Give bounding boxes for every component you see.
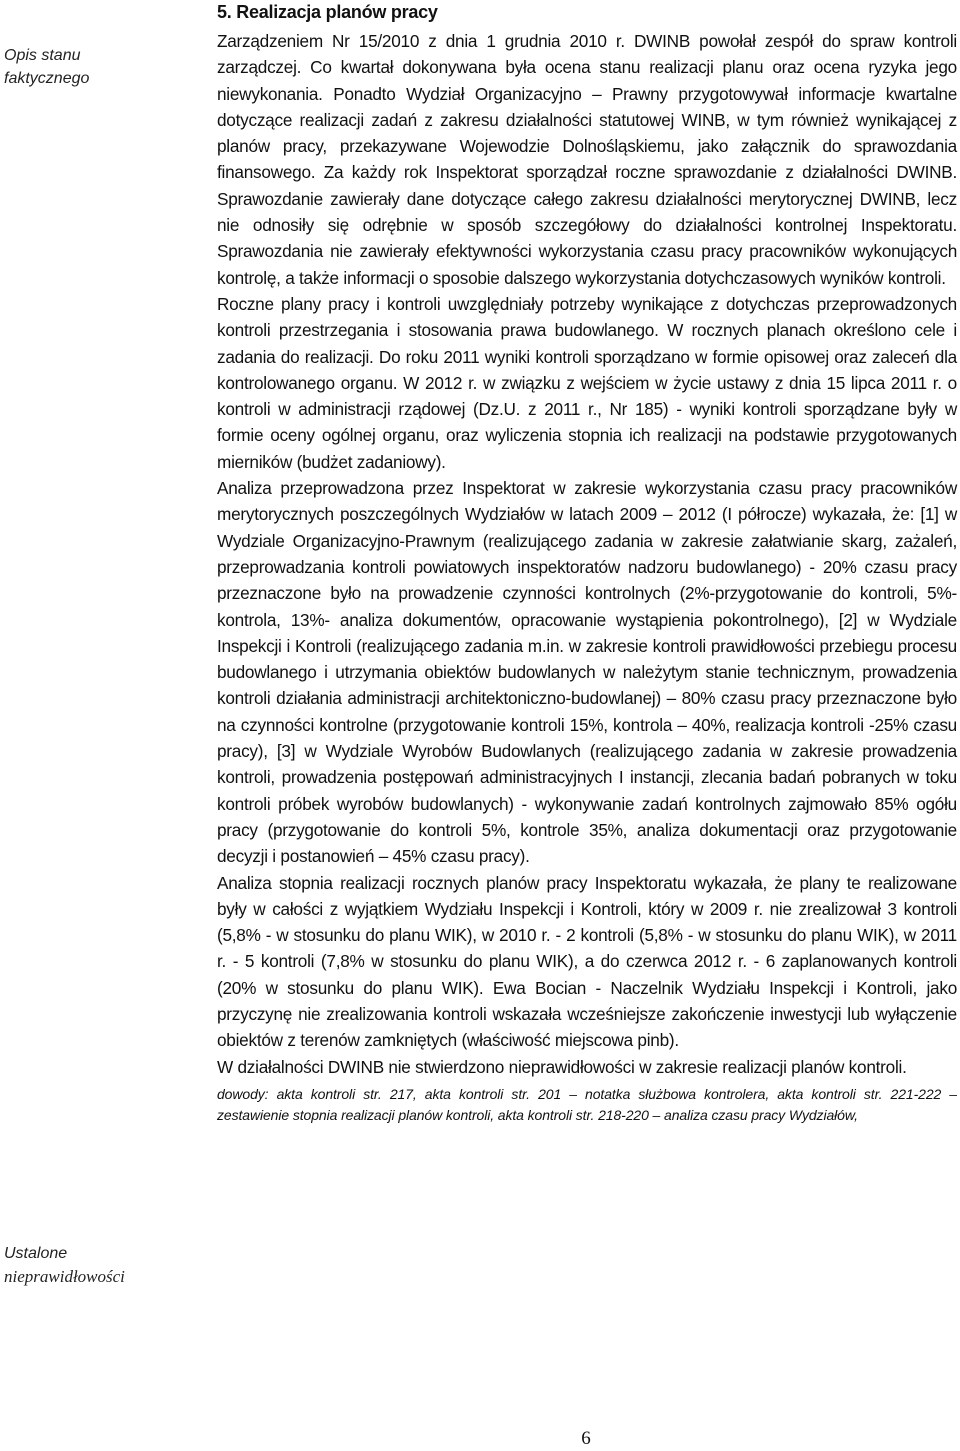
sidebar-label-facts: Opis stanu faktycznego bbox=[4, 47, 90, 87]
section-heading: 5. Realizacja planów pracy bbox=[217, 2, 438, 22]
main-text-column bbox=[217, 0, 957, 1126]
paragraph-findings: W działalności DWINB nie stwierdzono nieprawidłowości w zakresie realizacji planów kontroli. bbox=[217, 1056, 907, 1077]
page-number: 6 bbox=[581, 1428, 591, 1449]
paragraph-annual-plans: Roczne plany pracy i kontroli uwzględniały potrzeby wynikające z dotychczas przeprowadzonych kontroli przestrzegania i stosowania prawa budowlanego. W rocznych planach określono cele i zadania do realizacji. Do roku 2011 wyniki kontroli sporządzano w formie opisowej oraz zaleceń dla kontrolowanego organu. W 2012 r. w związku z wejściem w życie ustawy z dnia 15 lipca 2011 r. o kontroli w administracji rządowej (Dz.U. z 2011 r., Nr 185) - wyniki kontroli sporządzane były w formie oceny ogólnej organu, oraz wyliczenia stopnia ich realizacji na podstawie przygotowanych mierników (budżet zadaniowy). bbox=[217, 293, 957, 472]
sidebar-label-irregularities-line1: Ustalone bbox=[4, 1245, 68, 1262]
paragraph-control-team: Zarządzeniem Nr 15/2010 z dnia 1 grudnia 2010 r. DWINB powołał zespół do spraw kontroli zarządczej. Co kwartał dokonywana była ocena stanu realizacji planu oraz ocena ryzyka jego niewykonania. Ponadto Wydział Organizacyjno – Prawny przygotowywał informacje kwartalne dotyczące realizacji zadań z zakresu działalności statutowej WINB, w tym również wynikającej z planów pracy, przekazywane Wojewodzie Dolnośląskiemu, jako załącznik do sprawozdania finansowego. Za każdy rok Inspektorat sporządzał roczne sprawozdanie z działalności DWINB. Sprawozdanie zawierały dane dotyczące całego zakresu działalności merytorycznej DWINB, lecz nie odnosiły się odrębnie w sposób szczegółowy do działalności kontrolnej Inspektoratu. Sprawozdania nie zawierały efektywności wykorzystania czasu pracy pracowników wykonujących kontrolę, a także informacji o sposobie dalszego wykorzystania dotychczasowych wyników kontroli. bbox=[217, 31, 957, 288]
sidebar-label-irregularities bbox=[4, 1242, 144, 1288]
sidebar-label-irregularities-line2: nieprawidłowości bbox=[4, 1267, 125, 1286]
paragraph-work-time-analysis: Analiza przeprowadzona przez Inspektorat w zakresie wykorzystania czasu pracy pracowników merytorycznych poszczególnych Wydziałów w latach 2009 – 2012 (I półrocze) wykazała, że: [1] w Wydziale Organizacyjno-Prawnym (realizującego zadania w zakresie załatwianie skarg, zażaleń, przeprowadzania kontroli powiatowych inspektoratów nadzoru budowlanego) - 20% czasu pracy przeznaczone było na prowadzenie czynności kontrolnych (2%-przygotowanie do kontroli, 5%- kontrola, 13%- analiza dokumentów, opracowanie wystąpienia pokontrolnego), [2] w Wydziale Inspekcji i Kontroli (realizującego zadania m.in. w zakresie kontroli prawidłowości przebiegu procesu budowlanego i utrzymania obiektów budowlanych w należytym stanie technicznym, prowadzenia kontroli działania administracji architektoniczno-budowlanej) – 80% czasu pracy przeznaczone było na czynności kontrolne (przygotowanie kontroli 15%, kontrola – 40%, realizacja kontroli -25% czasu pracy), [3] w Wydziale Wyrobów Budowlanych (realizującego zadania w zakresie prowadzenia kontroli, prowadzenia postępowań administracyjnych I instancji, zlecania badań pobranych w toku kontroli próbek wyrobów budowlanych) - wykonywanie zadań kontrolnych zajmowało 85% ogółu pracy (przygotowanie do kontroli 5%, kontrole 35%, analiza dokumentacji oraz przygotowanie decyzji i postanowień – 45% czasu pracy). bbox=[217, 478, 957, 867]
paragraph-plan-realization: Analiza stopnia realizacji rocznych planów pracy Inspektoratu wykazała, że plany te realizowane były w całości z wyjątkiem Wydziału Inspekcji i Kontroli, który w 2009 r. nie zrealizował 3 kontroli (5,8% - w stosunku do planu WIK), w 2010 r. - 2 kontroli (5,8% - w stosunku do planu WIK), w 2011 r. - 5 kontroli (7,8% w stosunku do planu WIK), a do czerwca 2012 r. - 6 zaplanowanych kontroli (20% w stosunku do planu WIK). Ewa Bocian - Naczelnik Wydziału Inspekcji i Kontroli, jako przyczynę nie zrealizowania kontroli wskazała wcześniejsze zakończenie inwestycji lub wyłączenie obiektów z terenów zamkniętych (właściwość miejscowa pinb). bbox=[217, 872, 957, 1051]
evidence-note: dowody: akta kontroli str. 217, akta kontroli str. 201 – notatka służbowa kontrolera, akta kontroli str. 221-222 – zestawienie stopnia realizacji planów kontroli, akta kontroli str. 218-220 – analiza czasu pracy Wydziałów, bbox=[217, 1085, 957, 1123]
